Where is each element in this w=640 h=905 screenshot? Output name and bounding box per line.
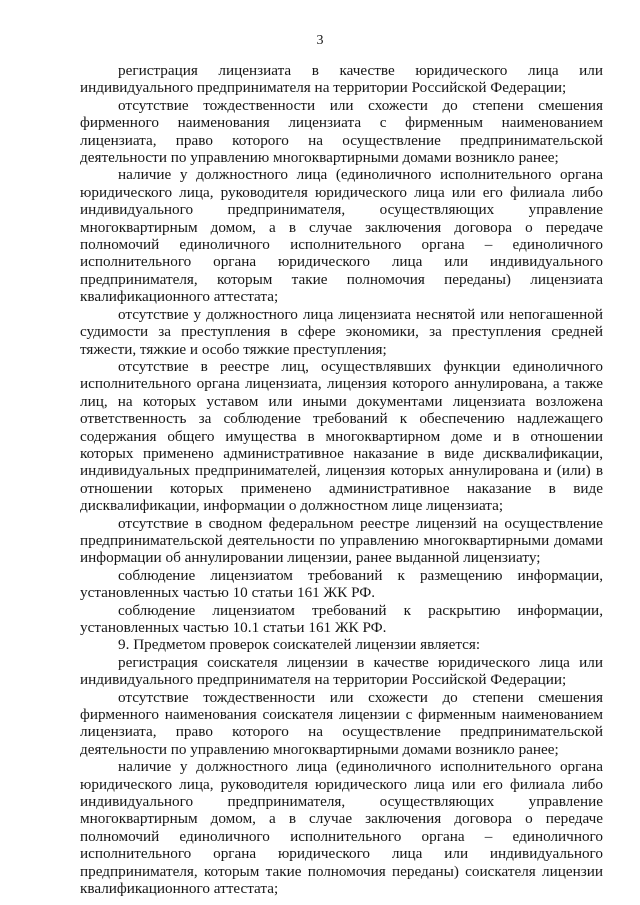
paragraph-license-annulment-registry: отсутствие в сводном федеральном реестре лицензий на осуществление предпринимательской деятельности по управлению многоквартирными домами информации об аннулировании лицензии, ранее выданной лицензиату; [80,514,603,567]
paragraph-licensee-qualification-certificate: наличие у должностного лица (единоличного исполнительного органа юридического лица, руководителя юридического лица или его филиала либо индивидуального предпринимателя, осуществляющих управление многоквартирным домом, а в случае заключения договора о передаче полномочий единоличного исполнительного органа – единоличного исполнительного органа юридического лица или индивидуального предпринимателя, которым такие полномочия переданы) лицензиата квалификационного аттестата; [80,166,603,306]
paragraph-licensee-name-identity: отсутствие тождественности или схожести до степени смешения фирменного наименования лицензиата с фирменным наименованием лицензиата, право которого на осуществление предпринимательской деятельности по управлению многоквартирными домами возникло ранее; [80,96,603,167]
paragraph-licensee-no-criminal-record: отсутствие у должностного лица лицензиата неснятой или непогашенной судимости за преступления в сфере экономики, за преступления средней тяжести, тяжкие и особо тяжкие преступления; [80,305,603,358]
paragraph-information-placement: соблюдение лицензиатом требований к размещению информации, установленных частью 10 статьи 161 ЖК РФ. [80,566,603,602]
paragraph-applicant-name-identity: отсутствие тождественности или схожести до степени смешения фирменного наименования соискателя лицензии с фирменным наименованием лицензиата, право которого на осуществление предпринимательской деятельности по управлению многоквартирными домами возникло ранее; [80,688,603,758]
paragraph-disqualification-registry: отсутствие в реестре лиц, осуществлявших функции единоличного исполнительного органа лицензиата, лицензия которого аннулирована, а также лиц, на которых уставом или иными документами лицензиата возложена ответственность за соблюдение требований к обеспечению надлежащего содержания общего имущества в многоквартирном доме и в отношении которых применено административное наказание в виде дисквалификации, индивидуальных предпринимателей, лицензия которых аннулирована и (или) в отношении которых применено административное наказание в виде дисквалификации, информации о должностном лице лицензиата; [80,357,603,515]
paragraph-information-disclosure: соблюдение лицензиатом требований к раскрытию информации, установленных частью 10.1 статьи 161 ЖК РФ. [80,601,603,636]
paragraph-licensee-registration: регистрация лицензиата в качестве юридического лица или индивидуального предпринимателя на территории Российской Федерации; [80,62,603,97]
paragraph-applicant-registration: регистрация соискателя лицензии в качестве юридического лица или индивидуального предпринимателя на территории Российской Федерации; [80,653,603,689]
page-number: 3 [316,33,324,48]
paragraph-section-9-heading: 9. Предметом проверок соискателей лицензии является: [118,636,481,654]
document-body [80,62,603,898]
paragraph-applicant-qualification-certificate: наличие у должностного лица (единоличного исполнительного органа юридического лица, руководителя юридического лица или его филиала либо индивидуального предпринимателя, осуществляющих управление многоквартирным домом, а в случае заключения договора о передаче полномочий единоличного исполнительного органа – единоличного исполнительного органа юридического лица или индивидуального предпринимателя, которым такие полномочия переданы) соискателя лицензии квалификационного аттестата; [80,758,603,898]
